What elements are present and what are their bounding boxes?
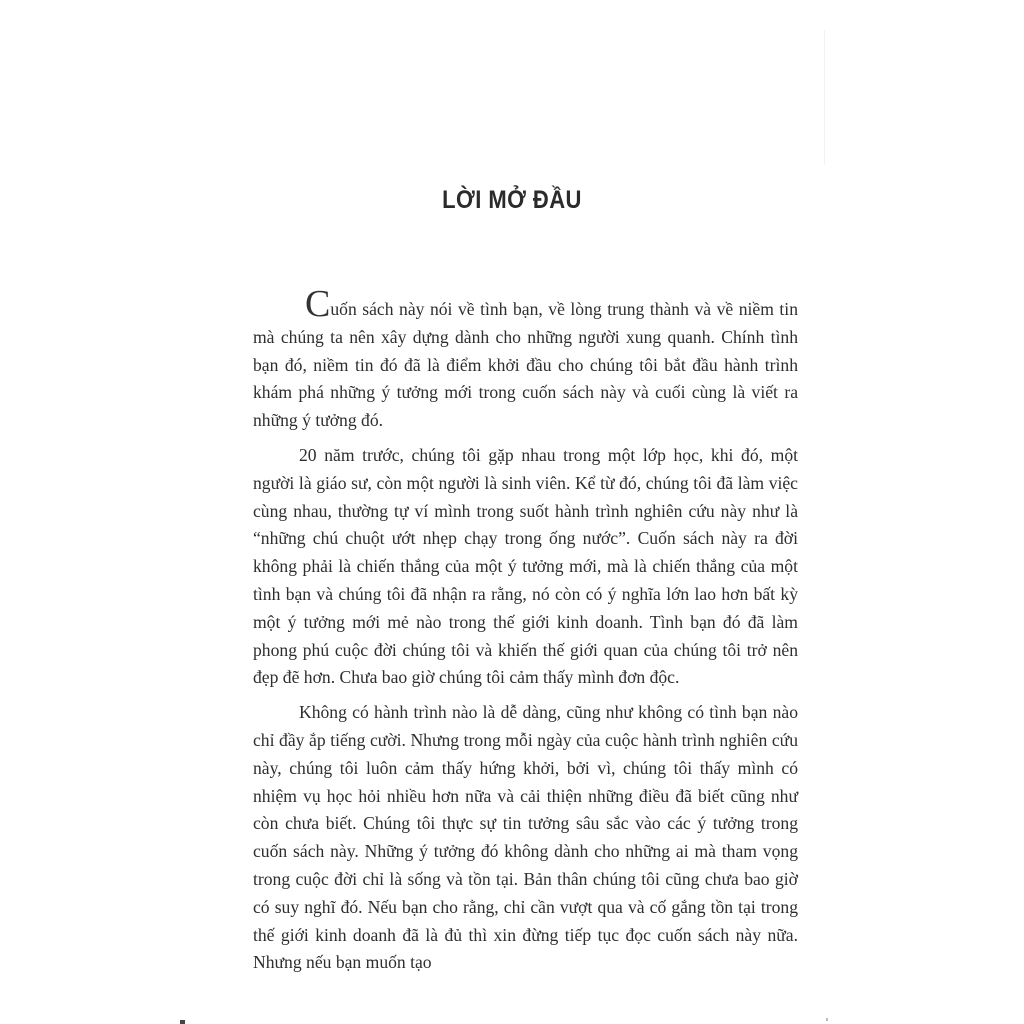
scan-mark <box>826 1018 828 1021</box>
paragraph-3: Không có hành trình nào là dễ dàng, cũng như không có tình bạn nào chỉ đầy ắp tiếng cười. Nhưng trong mỗi ngày của cuộc hành trình nghiên cứu này, chúng tôi luôn cảm thấy hứng khởi, bởi vì, chúng tôi thấy mình có nhiệm vụ học hỏi nhiều hơn nữa và cải thiện những điều đã biết cũng như còn chưa biết. Chúng tôi thực sự tin tưởng sâu sắc vào các ý tưởng trong cuốn sách này. Những ý tưởng đó không dành cho những ai mà tham vọng trong cuộc đời chỉ là sống và tồn tại. Bản thân chúng tôi cũng chưa bao giờ có suy nghĩ đó. Nếu bạn cho rằng, chỉ cần vượt qua và cố gắng tồn tại trong thế giới kinh doanh đã là đủ thì xin đừng tiếp tục đọc cuốn sách này nữa. Nhưng nếu bạn muốn tạo <box>253 702 798 973</box>
drop-cap: C <box>305 283 331 325</box>
scan-mark <box>180 1020 185 1024</box>
page-edge-shadow <box>824 30 825 165</box>
body-text <box>253 283 798 984</box>
paragraph-2: 20 năm trước, chúng tôi gặp nhau trong một lớp học, khi đó, một người là giáo sư, còn một người là sinh viên. Kể từ đó, chúng tôi đã làm việc cùng nhau, thường tự ví mình trong suốt hành trình nghiên cứu này như là “những chú chuột ướt nhẹp chạy trong ống nước”. Cuốn sách này ra đời không phải là chiến thắng của một ý tưởng mới, mà là chiến thắng của một tình bạn và chúng tôi đã nhận ra rằng, nó còn có ý nghĩa lớn lao hơn bất kỳ một ý tưởng mới mẻ nào trong thế giới kinh doanh. Tình bạn đó đã làm phong phú cuộc đời chúng tôi và khiến thế giới quan của chúng tôi trở nên đẹp đẽ hơn. Chưa bao giờ chúng tôi cảm thấy mình đơn độc. <box>253 444 798 688</box>
paragraph-1 <box>253 283 798 435</box>
paragraph-1-text: uốn sách này nói về tình bạn, về lòng trung thành và về niềm tin mà chúng ta nên xây dựng dành cho những người xung quanh. Chính tình bạn đó, niềm tin đó đã là điểm khởi đầu cho chúng tôi bắt đầu hành trình khám phá những ý tưởng mới trong cuốn sách này và cuối cùng là viết ra những ý tưởng đó. <box>253 299 798 431</box>
chapter-heading: LỜI MỞ ĐẦU <box>442 186 582 214</box>
